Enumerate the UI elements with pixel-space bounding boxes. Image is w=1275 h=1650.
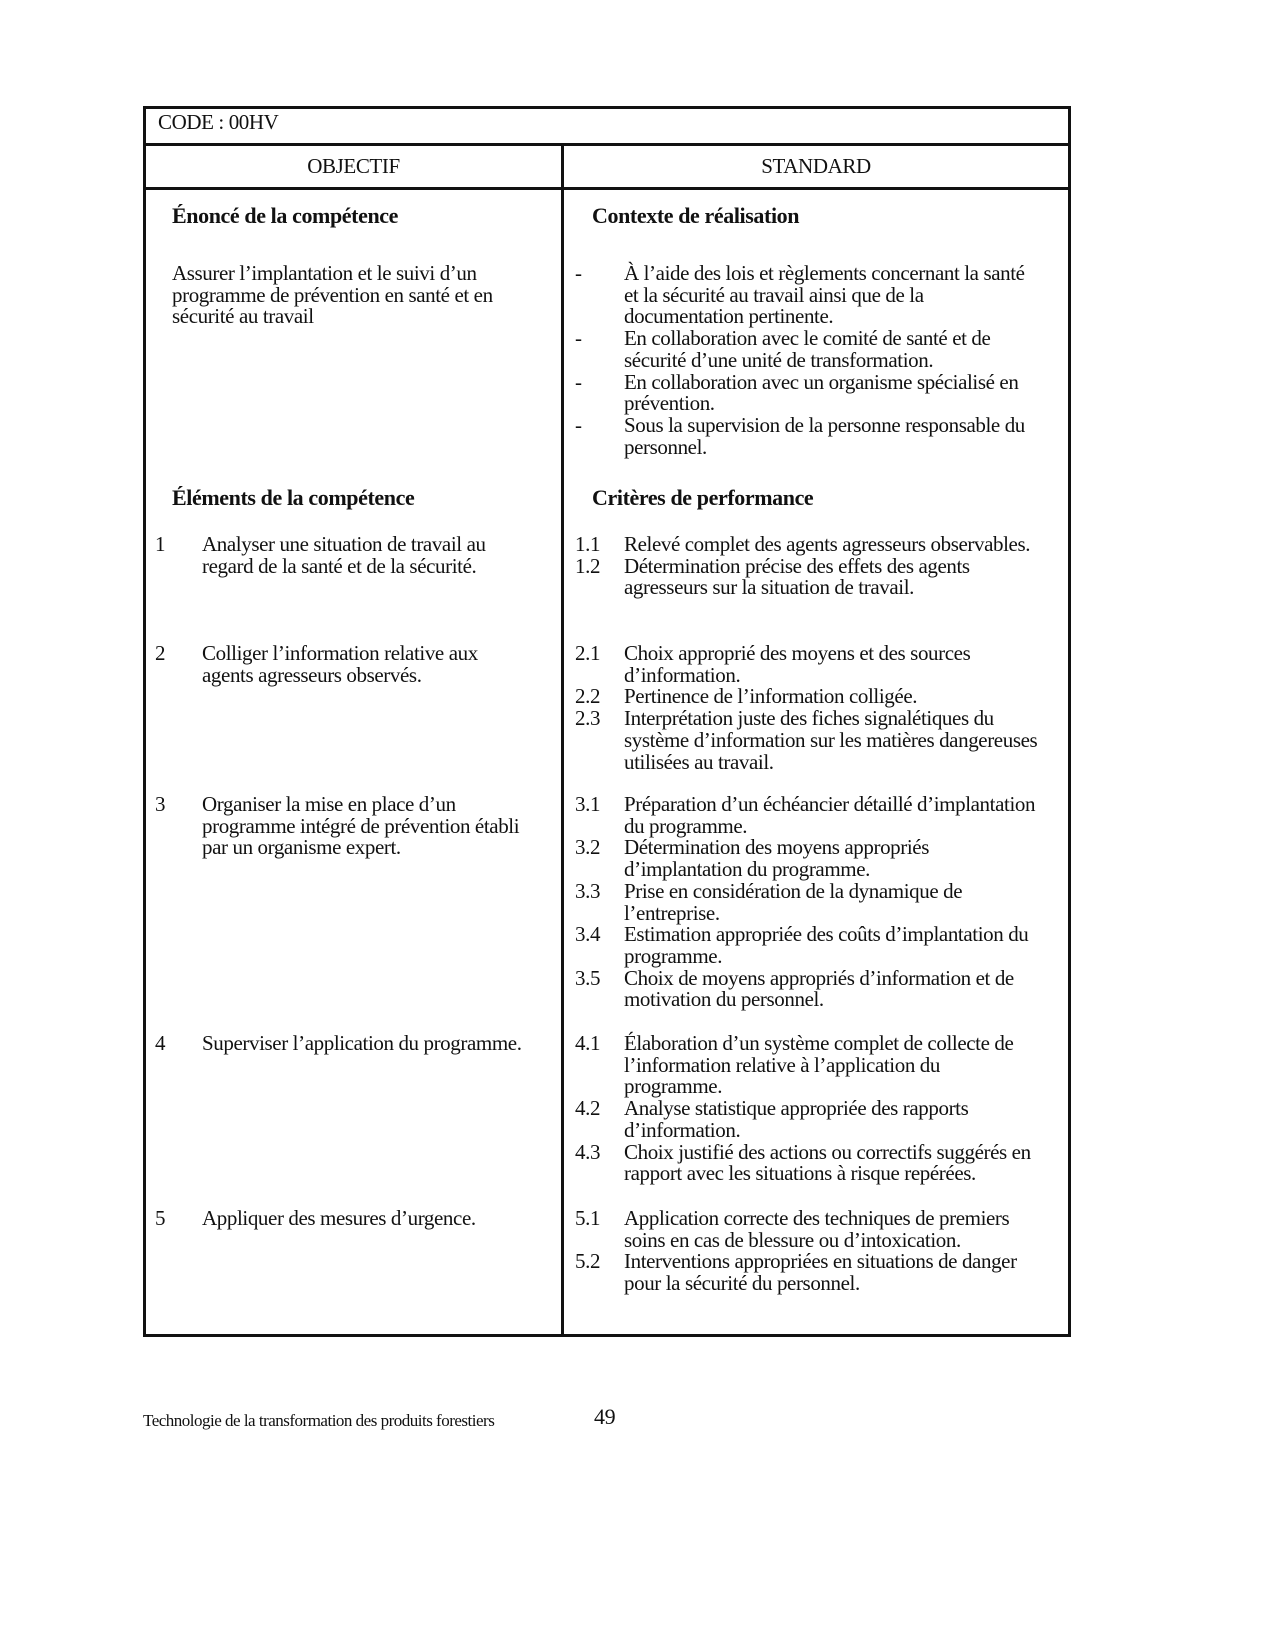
element-text: Superviser l’application du programme. [202,1031,522,1055]
criterion-text: Estimation appropriée des coûts d’implantation du programme. [624,922,1029,968]
criterion [575,794,1045,837]
column-divider [561,146,564,1334]
criterion-text: Application correcte des techniques de premiers soins en cas de blessure ou d’intoxication. [624,1206,1010,1252]
contexte-item-text: Sous la supervision de la personne responsable du personnel. [624,412,1025,459]
criteria-list [575,534,1045,599]
criterion [575,708,1045,773]
element-number: 5 [155,1206,166,1230]
contexte-item-text: À l’aide des lois et règlements concernant la santé et la sécurité au travail ainsi que de la documentation pertinente. [624,261,1025,329]
criterion [575,1033,1045,1098]
criterion-text: Détermination précise des effets des agents agresseurs sur la situation de travail. [624,553,970,600]
element-text: Appliquer des mesures d’urgence. [202,1206,476,1230]
divider [146,187,1068,190]
criterion-number: 4.1 [575,1031,601,1055]
criterion-number: 3.2 [575,835,601,860]
header-objectif: OBJECTIF [307,154,400,178]
criterion-number: 1.2 [575,553,601,578]
bullet: - [575,261,582,285]
element-number: 2 [155,641,166,665]
criterion-text: Choix de moyens appropriés d’information et de motivation du personnel. [624,965,1014,1012]
criterion-number: 3.1 [575,792,601,816]
element-number: 1 [155,532,166,556]
criterion-number: 5.2 [575,1249,601,1274]
criterion-number: 5.1 [575,1206,601,1230]
criterion-text: Relevé complet des agents agresseurs observables. [624,532,1031,556]
element-number: 4 [155,1031,166,1055]
criterion-number: 1.1 [575,532,601,556]
criteres-title: Critères de performance [592,485,814,510]
contexte-item [575,263,1045,328]
criterion [575,643,1045,686]
criterion-text: Détermination des moyens appropriés d’implantation du programme. [624,835,929,882]
criterion-number: 4.3 [575,1139,601,1164]
criterion-text: Analyse statistique appropriée des rapports d’information. [624,1096,969,1142]
criterion-number: 2.1 [575,641,601,665]
bullet: - [575,412,582,437]
element-number: 3 [155,792,166,816]
criterion-text: Pertinence de l’information colligée. [624,684,918,709]
criterion-text: Choix approprié des moyens et des sources d’information. [624,641,971,687]
criterion [575,1098,1045,1141]
page-number: 49 [594,1404,616,1429]
element-text: Colliger l’information relative aux agents agresseurs observés. [202,641,478,687]
elements-title: Éléments de la compétence [172,485,415,510]
contexte-item [575,328,1045,371]
criterion-number: 2.3 [575,706,601,731]
criterion-number: 3.4 [575,922,601,947]
criterion-number: 3.3 [575,878,601,903]
criterion [575,965,1045,1012]
contexte-title: Contexte de réalisation [592,203,800,228]
criterion-text: Interprétation juste des fiches signalétiques du système d’information sur les matières dangereuses utilisées au travail. [624,706,1038,774]
contexte-item-text: En collaboration avec le comité de santé et de sécurité d’une unité de transformation. [624,326,991,372]
enonce-text: Assurer l’implantation et le suivi d’un programme de prévention en santé et en sécurité au travail [172,261,493,329]
criteria-list [575,1033,1045,1185]
contexte-list [575,263,1045,458]
criterion [575,686,1045,708]
divider [146,143,1068,146]
contexte-item [575,369,1045,416]
element-text: Organiser la mise en place d’un programme intégré de prévention établi par un organisme expert. [202,792,520,860]
criterion-text: Choix justifié des actions ou correctifs suggérés en rapport avec les situations à risque repérées. [624,1139,1031,1186]
criterion-number: 3.5 [575,965,601,990]
contexte-item [575,412,1045,459]
criterion-text: Élaboration d’un système complet de collecte de l’information relative à l’application du programme. [624,1031,1014,1099]
criteria-list [575,1208,1045,1295]
header-standard: STANDARD [761,154,871,178]
enonce-title: Énoncé de la compétence [172,203,399,228]
criterion [575,924,1045,967]
criterion-number: 2.2 [575,684,601,709]
bullet: - [575,326,582,351]
bullet: - [575,369,582,394]
criterion [575,878,1045,925]
criterion-text: Interventions appropriées en situations de danger pour la sécurité du personnel. [624,1249,1017,1296]
footer-title: Technologie de la transformation des produits forestiers [143,1411,495,1430]
criterion [575,1208,1045,1251]
criterion [575,1139,1045,1186]
criteria-list [575,794,1045,1011]
criterion [575,837,1045,880]
criterion-number: 4.2 [575,1096,601,1121]
code-label: CODE : 00HV [158,110,279,134]
criterion-text: Préparation d’un échéancier détaillé d’implantation du programme. [624,792,1036,838]
criterion [575,1251,1045,1294]
criterion [575,534,1045,556]
criterion-text: Prise en considération de la dynamique de l’entreprise. [624,878,963,925]
element-text: Analyser une situation de travail au regard de la santé et de la sécurité. [202,532,486,578]
criterion [575,553,1045,600]
contexte-item-text: En collaboration avec un organisme spécialisé en prévention. [624,369,1019,416]
criteria-list [575,643,1045,773]
